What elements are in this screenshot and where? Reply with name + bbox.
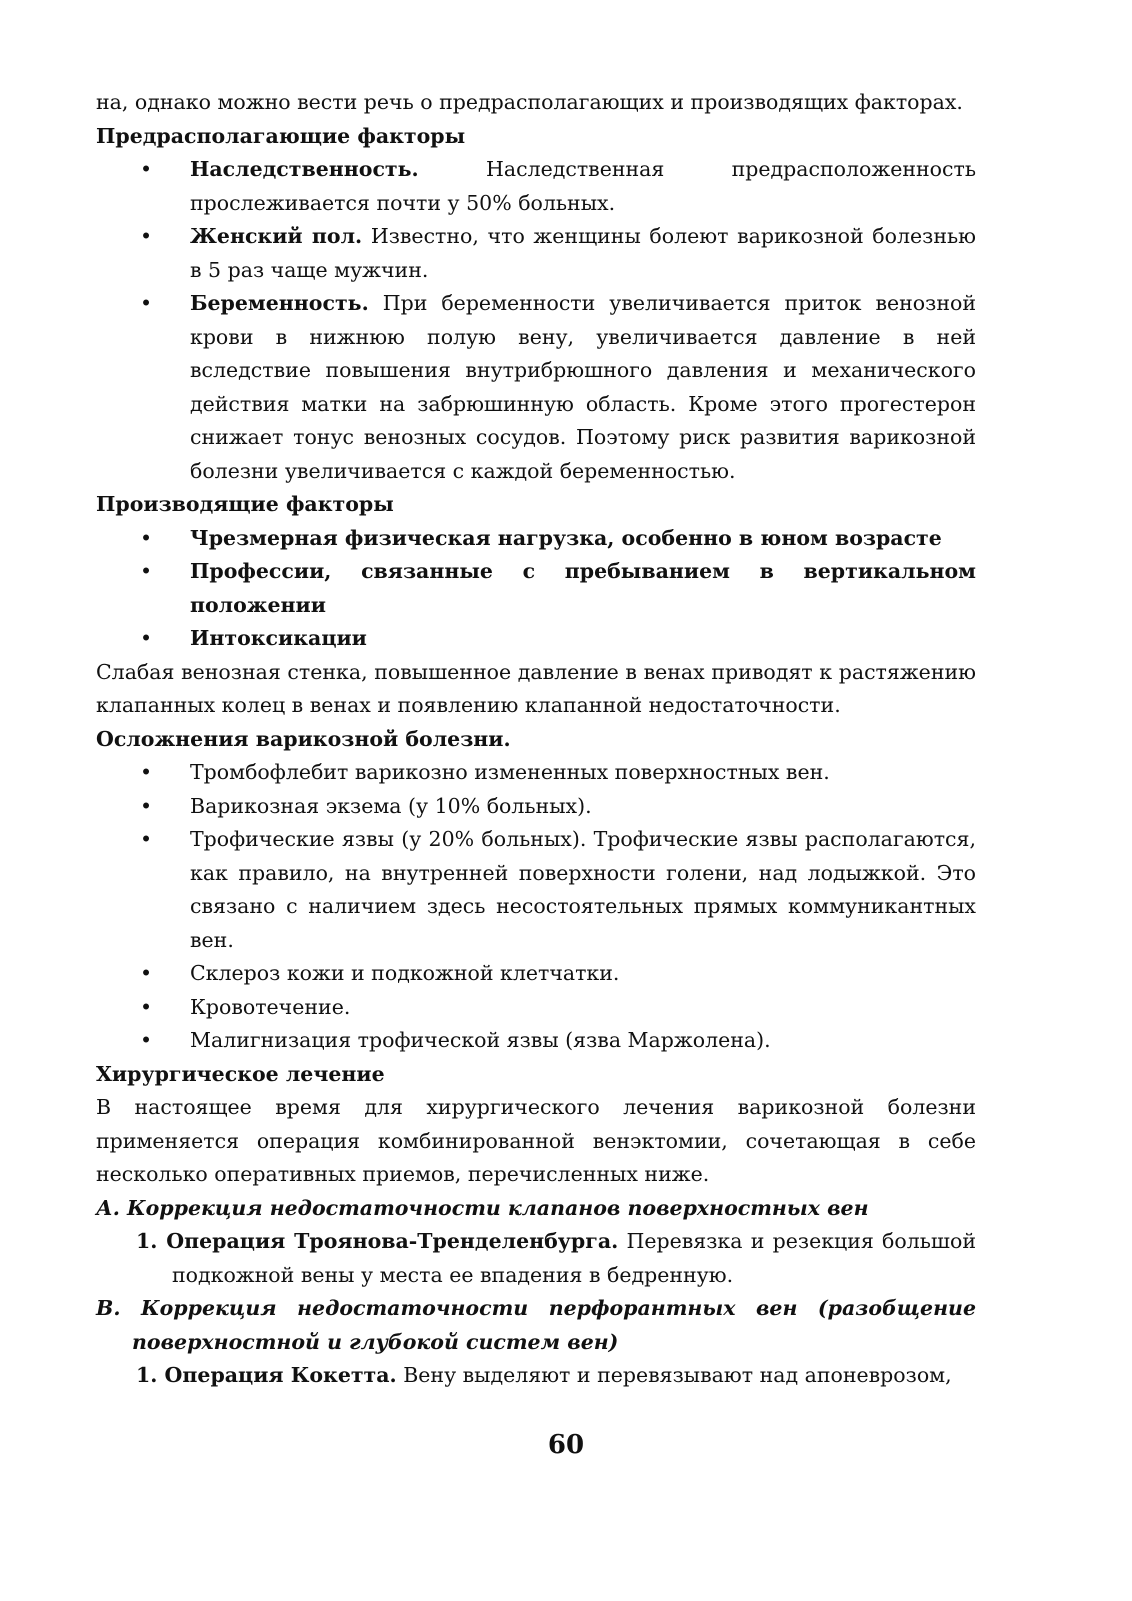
item-text: Профессии, связанные с пребыванием в вертикальном положении xyxy=(190,559,976,617)
term: Беременность. xyxy=(190,291,369,315)
list-item xyxy=(96,287,976,488)
list-item xyxy=(96,153,976,220)
mechanism-text: Слабая венозная стенка, повышенное давление в венах приводят к растяжению клапанных колец в венах и появлению клапанной недостаточности. xyxy=(96,659,976,717)
list-item: • Тромбофлебит варикозно измененных поверхностных вен. xyxy=(96,756,976,790)
definition: При беременности увеличивается приток венозной крови в нижнюю полую вену, увеличивается давление в ней вследствие повышения внутрибрюшного давления и механического действия матки на забрюшинную область. Кроме этого прогестерон снижает тонус венозных сосудов. Поэтому риск развития варикозной болезни увеличивается с каждой беременностью. xyxy=(190,291,976,483)
complications-heading: Осложнения варикозной болезни. xyxy=(96,726,511,751)
surgery-text: В настоящее время для хирургического лечения варикозной болезни применяется операция комбинированной венэктомии, сочетающая в себе несколько оперативных приемов, перечисленных ниже. xyxy=(96,1095,976,1186)
page-body xyxy=(96,86,976,1393)
term: Женский пол. xyxy=(190,224,363,248)
list-item: • Склероз кожи и подкожной клетчатки. xyxy=(96,957,976,991)
section-b-title: В. Коррекция недостаточности перфорантных вен (разобщение поверхностной и глубокой систем вен) xyxy=(96,1296,976,1354)
list-item: • Кровотечение. xyxy=(96,991,976,1025)
page-number: 60 xyxy=(547,1430,585,1460)
section-a-title: А. Коррекция недостаточности клапанов поверхностных вен xyxy=(96,1195,869,1220)
producing-list xyxy=(96,522,976,656)
section-b-item xyxy=(96,1359,976,1393)
list-item xyxy=(96,522,976,556)
intro-text: на, однако можно вести речь о предрасполагающих и производящих факторах. xyxy=(96,90,963,114)
definition: Наследственная предрасположенность прослеживается почти у 50% больных. xyxy=(190,157,976,215)
definition: Известно, что женщины болеют варикозной болезнью в 5 раз чаще мужчин. xyxy=(190,224,977,282)
list-item xyxy=(96,622,976,656)
list-item xyxy=(96,555,976,622)
predisposing-list xyxy=(96,153,976,488)
operation-text: Перевязка и резекция большой подкожной вены у места ее впадения в бедренную. xyxy=(172,1229,976,1287)
list-item: • Трофические язвы (у 20% больных). Трофические язвы располагаются, как правило, на внутренней поверхности голени, над лодыжкой. Это связано с наличием здесь несостоятельных прямых коммуникантных вен. xyxy=(96,823,976,957)
list-item: • Малигнизация трофической язвы (язва Маржолена). xyxy=(96,1024,976,1058)
list-item xyxy=(96,220,976,287)
predisposing-heading: Предрасполагающие факторы xyxy=(96,123,466,148)
operation-name: 1. Операция Троянова-Тренделенбурга. xyxy=(136,1229,619,1253)
surgery-heading: Хирургическое лечение xyxy=(96,1061,385,1086)
operation-text: Вену выделяют и перевязывают над апоневрозом, xyxy=(396,1363,952,1387)
producing-heading: Производящие факторы xyxy=(96,492,394,516)
section-a-item xyxy=(96,1225,976,1292)
item-text: Интоксикации xyxy=(190,626,367,650)
complications-list xyxy=(96,756,976,1058)
term: Наследственность. xyxy=(190,157,419,181)
item-text: Чрезмерная физическая нагрузка, особенно в юном возрасте xyxy=(190,525,942,550)
list-item: • Варикозная экзема (у 10% больных). xyxy=(96,790,976,824)
operation-name: 1. Операция Кокетта. xyxy=(136,1363,397,1387)
